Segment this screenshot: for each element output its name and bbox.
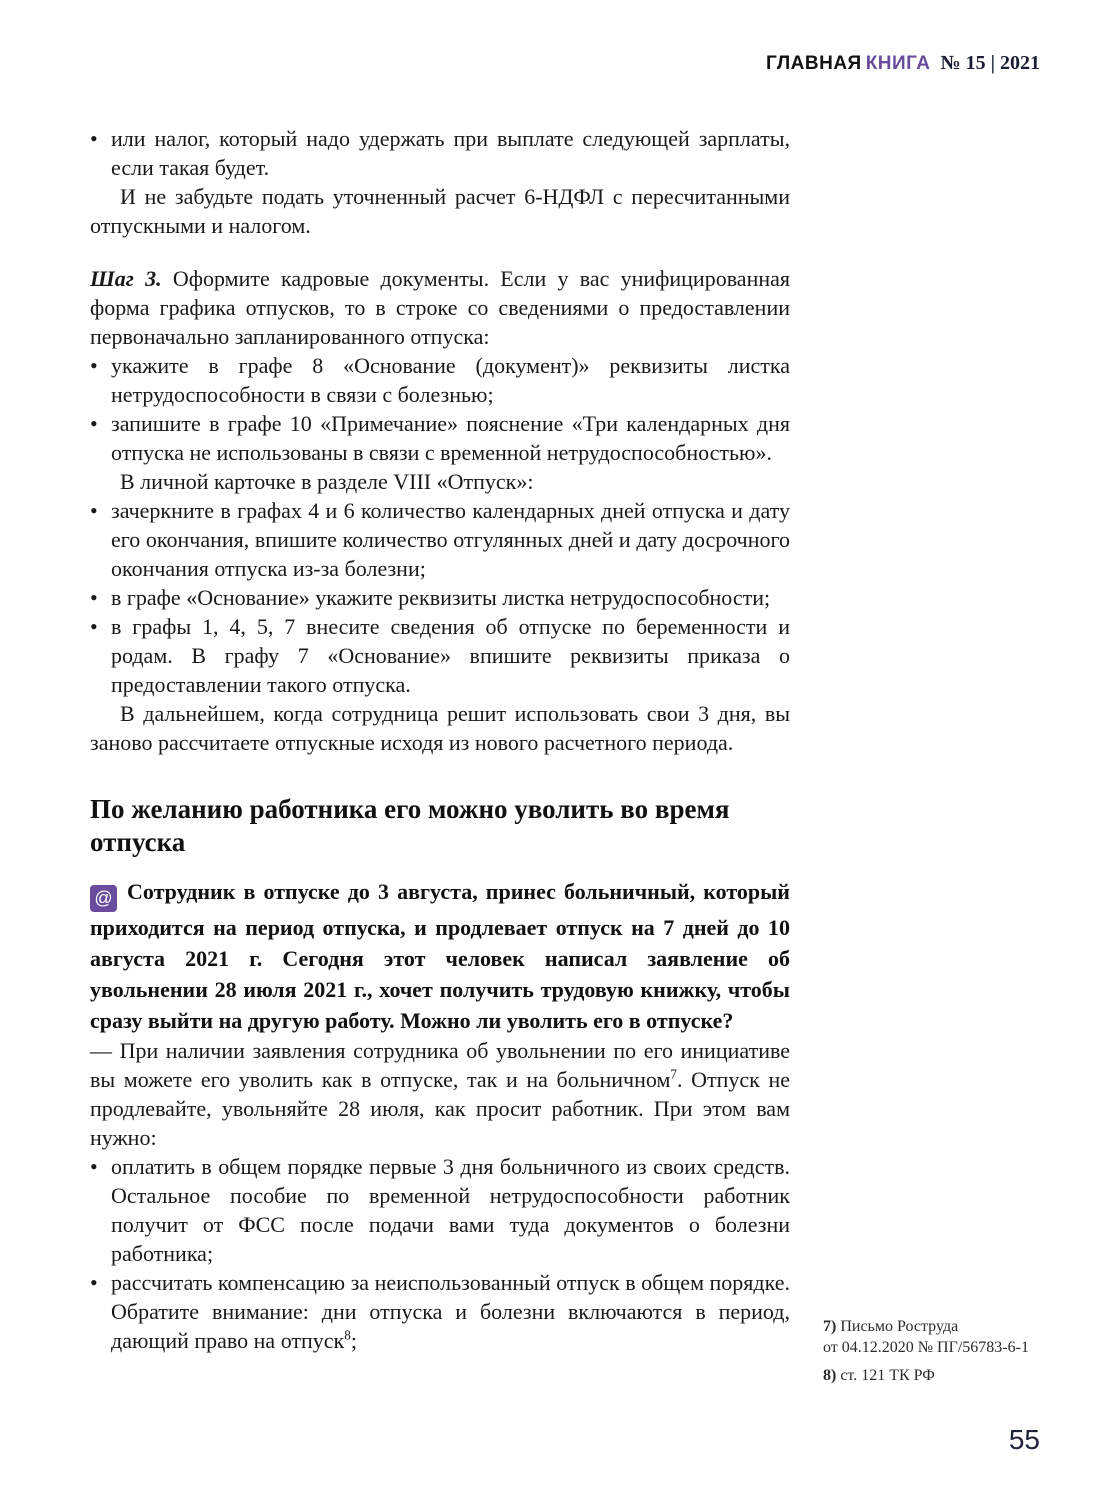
- answer-text-post: . Отпуск не продлевайте, увольняйте 28 июля, как просит работник. При этом вам нужно:: [90, 1067, 790, 1150]
- answer-bullet2-pre: рассчитать компенсацию за неиспользованный отпуск в общем порядке. Обратите внимание: дни отпуска и болезни включаются в период, дающий право на отпуск: [111, 1270, 790, 1353]
- step3-bullet-item: [90, 409, 790, 467]
- footnote-marker: 8): [823, 1367, 837, 1384]
- bullet-icon: •: [90, 614, 98, 639]
- page-number: 55: [1008, 1424, 1040, 1455]
- answer-bullet-item: [90, 1268, 790, 1355]
- card-bullet-item: [90, 496, 790, 583]
- section-heading: По желанию работника его можно уволить во время отпуска: [90, 794, 730, 857]
- issue-number: № 15 | 2021: [940, 52, 1040, 74]
- footnote-ref-8: 8: [344, 1327, 351, 1343]
- step3-paragraph: [90, 264, 790, 351]
- answer-text-pre: — При наличии заявления сотрудника об увольнении по его инициативе вы можете его уволить как в отпуске, так и на больничном: [90, 1038, 790, 1092]
- bullet-icon: •: [90, 1154, 98, 1179]
- card-bullet-text: зачеркните в графах 4 и 6 количество календарных дней отпуска и дату его окончания, впишите количество отгулянных дней и дату досрочного окончания отпуска из-за болезни;: [111, 498, 790, 581]
- step3-text: Оформите кадровые документы. Если у вас унифицированная форма графика отпусков, то в строке со сведениями о предоставлении первоначально запланированного отпуска:: [90, 266, 790, 349]
- footnote-line: [823, 1316, 1029, 1337]
- step3-label: Шаг 3.: [90, 266, 162, 291]
- step3-bullet-item: [90, 351, 790, 409]
- footnote-8: [823, 1365, 1029, 1386]
- answer-bullet-text: [111, 1268, 790, 1355]
- bullet-icon: •: [90, 585, 98, 610]
- bullet-icon: •: [90, 411, 98, 436]
- footnote-text: ст. 121 ТК РФ: [840, 1367, 935, 1384]
- footnote-ref-7: 7: [670, 1066, 677, 1082]
- further-paragraph: В дальнейшем, когда сотрудница решит использовать свои 3 дня, вы заново рассчитаете отпускные исходя из нового расчетного периода.: [90, 701, 790, 755]
- intro-paragraph: И не забудьте подать уточненный расчет 6-НДФЛ с пересчитанными отпускными и налогом.: [90, 184, 790, 238]
- card-bullet-text: в графе «Основание» укажите реквизиты листка нетрудоспособности;: [111, 585, 771, 610]
- brand-black: ГЛАВНАЯ: [766, 53, 862, 74]
- footnote-7: [823, 1316, 1029, 1358]
- article-column: [90, 124, 790, 1355]
- reader-question: [90, 876, 790, 1036]
- answer-bullet-text: оплатить в общем порядке первые 3 дня больничного из своих средств. Остальное пособие по временной нетрудоспособности работник получит от ФСС после подачи вами туда документов о болезни работника;: [111, 1154, 790, 1266]
- bullet-icon: •: [90, 1270, 98, 1295]
- intro-bullet-text: или налог, который надо удержать при выплате следующей зарплаты, если такая будет.: [111, 126, 790, 180]
- footnote-marker: 7): [823, 1318, 837, 1335]
- bullet-icon: •: [90, 498, 98, 523]
- card-bullet-text: в графы 1, 4, 5, 7 внесите сведения об отпуске по беременности и родам. В графу 7 «Основание» впишите реквизиты приказа о предоставлении такого отпуска.: [111, 614, 790, 697]
- at-icon: @: [90, 885, 117, 912]
- step3-bullet-text: укажите в графе 8 «Основание (документ)» реквизиты листка нетрудоспособности в связи с болезнью;: [111, 353, 790, 407]
- question-text: Сотрудник в отпуске до 3 августа, принес больничный, который приходится на период отпуска, и продлевает отпуск на 7 дней до 10 августа 2021 г. Сегодня этот человек написал заявление об увольнении 28 июля 2021 г., хочет получить трудовую книжку, чтобы сразу выйти на другую работу. Можно ли уволить его в отпуске?: [90, 879, 790, 1033]
- masthead: [766, 52, 1040, 75]
- margin-footnotes: [823, 1316, 1029, 1386]
- answer-bullet-item: [90, 1152, 790, 1268]
- brand-purple: КНИГА: [865, 53, 931, 74]
- card-intro-paragraph: В личной карточке в разделе VIII «Отпуск»:: [120, 469, 534, 494]
- bullet-icon: •: [90, 353, 98, 378]
- card-bullet-item: [90, 612, 790, 699]
- step3-bullet-text: запишите в графе 10 «Примечание» пояснение «Три календарных дня отпуска не использованы в связи с временной нетрудоспособностью».: [111, 411, 790, 465]
- card-bullet-item: [90, 583, 790, 612]
- answer-paragraph: [90, 1036, 790, 1152]
- bullet-icon: •: [90, 126, 98, 151]
- footnote-line: [823, 1365, 1029, 1386]
- intro-bullet-item: [90, 124, 790, 182]
- footnote-text: Письмо Роструда: [840, 1318, 959, 1335]
- footnote-line: от 04.12.2020 № ПГ/56783-6-1: [823, 1339, 1029, 1356]
- answer-bullet2-post: ;: [350, 1328, 357, 1353]
